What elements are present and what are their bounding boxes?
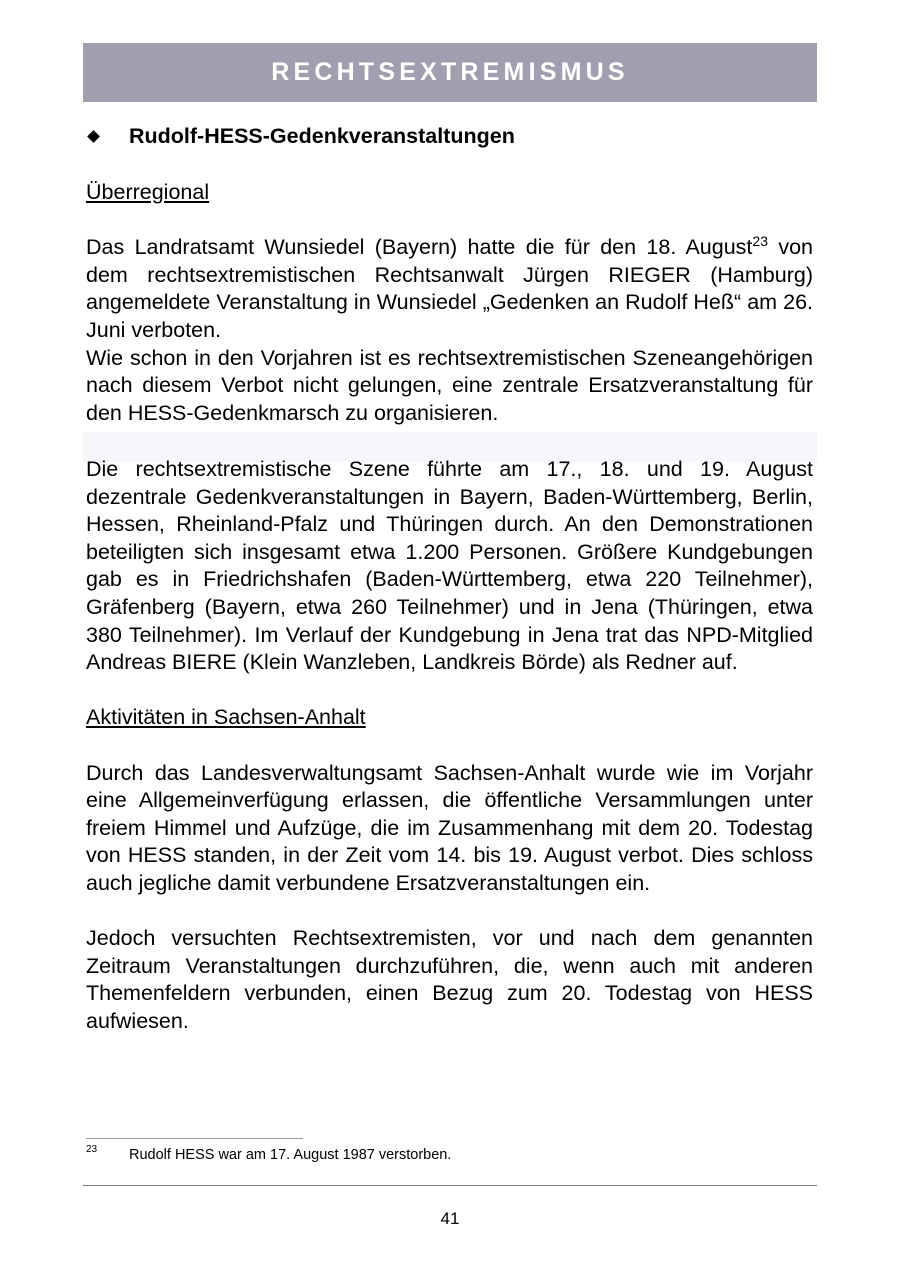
footnote-separator: [86, 1138, 303, 1139]
section-heading-text: Rudolf-HESS-Gedenkveranstaltungen: [129, 124, 515, 148]
block-szene: [86, 456, 813, 1035]
footnote-text: Rudolf HESS war am 17. August 1987 verstorben.: [129, 1147, 452, 1163]
block-ueberregional: [86, 179, 813, 427]
header-banner: [83, 43, 817, 102]
paragraph-rechtsextremisten-versuche: Jedoch versuchten Rechtsextremisten, vor und nach dem genannten Zeitraum Veranstaltungen durchzuführen, die, wenn auch mit anderen Themenfeldern verbunden, einen Bezug zum 20. Todestag von HESS aufwiesen.: [86, 926, 813, 1033]
paragraph-allgemeinverfuegung: Durch das Landesverwaltungsamt Sachsen-Anhalt wurde wie im Vorjahr eine Allgemeinverfügung erlassen, die öffentliche Versammlungen unter freiem Himmel und Aufzüge, die im Zusammenhang mit dem 20. Todestag von HESS standen, in der Zeit vom 14. bis 19. August verbot. Dies schloss auch jegliche damit verbundene Ersatzveranstaltungen ein.: [86, 760, 813, 895]
section-heading: [86, 124, 515, 149]
paragraph-ersatzveranstaltung: Wie schon in den Vorjahren ist es rechtsextremistischen Szeneangehörigen nach diesem Verbot nicht gelungen, eine zentrale Ersatzveranstaltung für den HESS-Gedenkmarsch zu organisieren.: [86, 345, 813, 425]
header-title: RECHTSEXTREMISMUS: [271, 58, 629, 86]
paragraph-wunsiedel-verbot: [86, 234, 813, 344]
subheading-ueberregional: Überregional: [86, 180, 210, 204]
paragraph-wunsiedel-part1: Das Landratsamt Wunsiedel (Bayern) hatte die für den 18. August: [86, 235, 753, 260]
subheading-sachsen-anhalt: Aktivitäten in Sachsen-Anhalt: [86, 705, 366, 730]
diamond-bullet-icon: [87, 130, 100, 143]
footer-divider: [83, 1185, 817, 1186]
paragraph-gedenkveranstaltungen: Die rechtsextremistische Szene führte am 17., 18. und 19. August dezentrale Gedenkveranstaltungen in Bayern, Baden-Württemberg, Berlin, Hessen, Rheinland-Pfalz und Thüringen durch. An den Demonstrationen beteiligten sich insgesamt etwa 1.200 Personen. Größere Kundgebungen gab es in Friedrichshafen (Baden-Württemberg, etwa 220 Teilnehmer), Gräfenberg (Bayern, etwa 260 Teilnehmer) und in Jena (Thüringen, etwa 380 Teilnehmer). Im Verlauf der Kundgebung in Jena trat das NPD-Mitglied Andreas BIERE (Klein Wanzleben, Landkreis Börde) als Redner auf.: [86, 457, 813, 675]
paragraph-wunsiedel-part2: von dem rechtsextremistischen Rechtsanwalt Jürgen RIEGER (Hamburg) angemeldete Veranstaltung in Wunsiedel „Gedenken an Rudolf Heß“ am 26. Juni verboten.: [86, 235, 813, 342]
footnote-number: 23: [86, 1144, 98, 1155]
footnote: [86, 1144, 451, 1163]
footnote-reference: 23: [752, 233, 768, 250]
page-number: 41: [440, 1209, 460, 1228]
